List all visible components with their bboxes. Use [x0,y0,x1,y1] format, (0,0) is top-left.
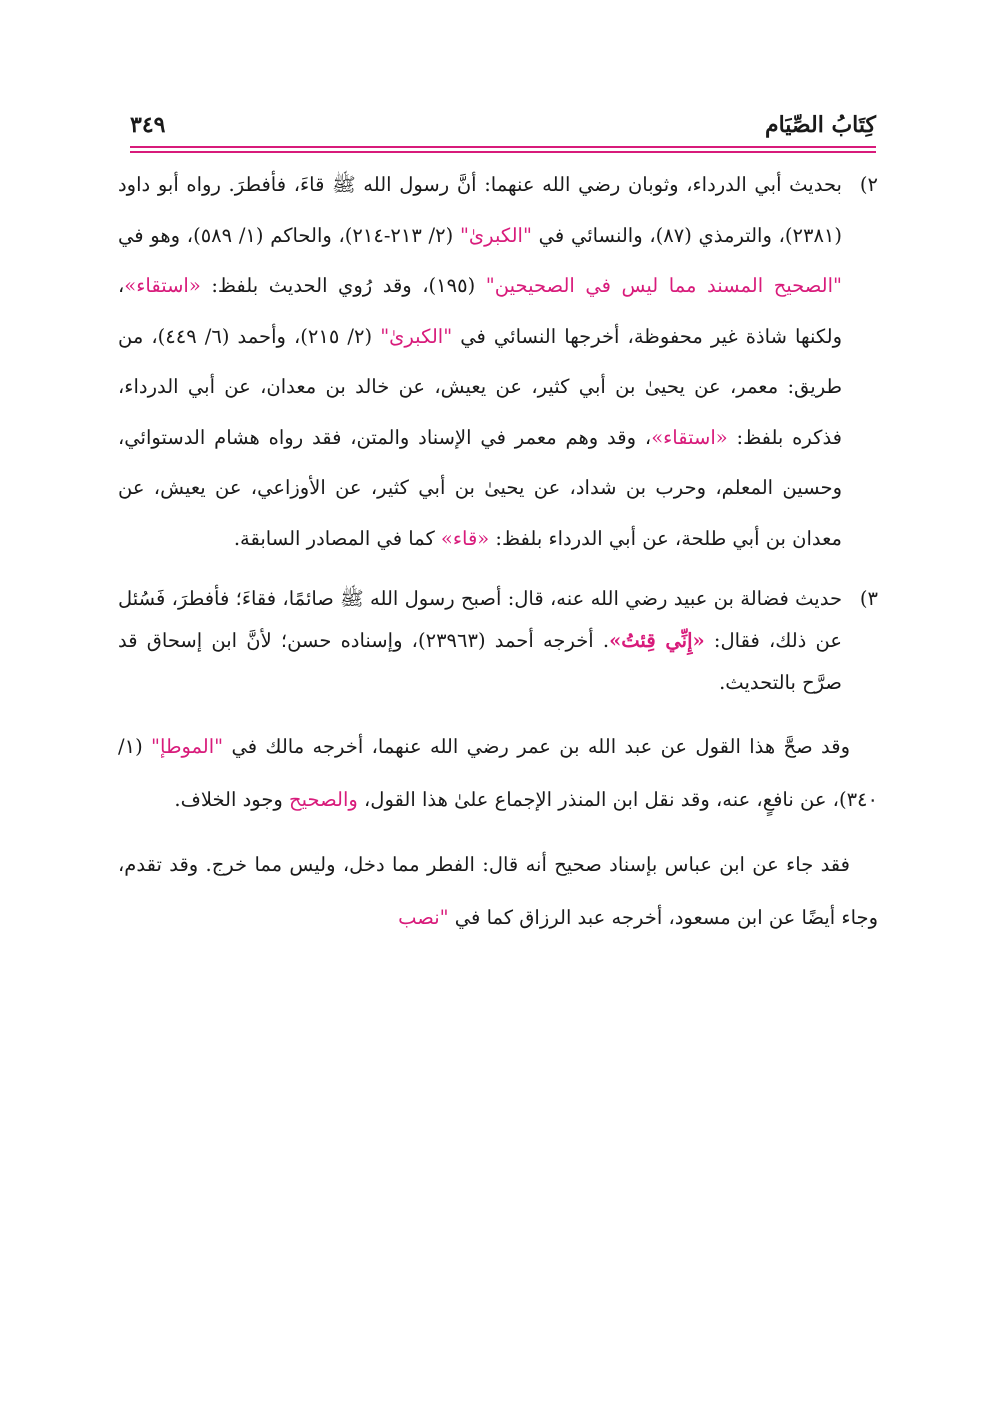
book-title: "الكبرىٰ" [459,223,532,247]
page-number: ٣٤٩ [130,112,166,138]
book-title: "الكبرىٰ" [380,324,453,348]
running-header [130,112,876,146]
footnote-3 [118,578,878,704]
paragraph-ibn-abbas [118,838,878,944]
footnote-text: بحديث أبي الدرداء، وثوبان رضي الله عنهما: أنَّ رسول الله ﷺ قاءَ، فأفطرَ. رواه أبو داود (٢٣٨١)، والترمذي (٨٧)، والنسائي في [118,173,843,247]
footnote-text: ، وقد وهم معمر في الإسناد والمتن، فقد رواه هشام الدستوائي، وحسين المعلم، وحرب بن شداد، عن يحيىٰ بن أبي كثير، عن الأوزاعي، عن يعيش، عن معدان بن أبي طلحة، عن أبي الدرداء بلفظ: [118,425,842,550]
footnote-text: ، ولكنها شاذة غير محفوظة، أخرجها النسائي في [118,274,842,348]
chapter-title: كِتَابُ الصِّيَام [764,112,876,138]
book-title: "الصحيح المسند مما ليس في الصحيحين" [485,274,842,297]
paragraph-text: وقد صحَّ هذا القول عن عبد الله بن عمر رضي الله عنهما، أخرجه مالك في [223,735,851,758]
paragraph-text: وجود الخلاف. [174,788,290,811]
highlighted-term: والصحيح [289,788,358,811]
footnote-text: حديث فضالة بن عبيد رضي الله عنه، قال: أصبح رسول الله ﷺ صائمًا، فقاءَ؛ فأفطرَ، فَسُئل عن ذلك، فقال: [118,587,843,652]
paragraph-ibn-umar [118,720,878,826]
footnote-text: (١٩٥)، وقد رُوي الحديث بلفظ: [200,274,486,297]
footnote-2 [118,160,878,564]
footnote-text: (٢/ ٢١٣-٢١٤)، والحاكم (١/ ٥٨٩)، وهو في [118,223,460,247]
quoted-word: «استقاء» [124,274,201,297]
paragraph-text: فقد جاء عن ابن عباس بإسناد صحيح أنه قال: الفطر مما دخل، وليس مما خرج. وقد تقدم، وجاء أيضًا عن ابن مسعود، أخرجه عبد الرزاق كما في [118,853,878,929]
book-title: "الموطإ" [151,735,224,758]
footnote-text: كما في المصادر السابقة. [233,526,441,550]
header-rule-bottom [130,151,876,153]
paragraph-text: (١/ ٣٤٠)، عن نافعٍ، عنه، وقد نقل ابن المنذر الإجماع علىٰ هذا القول، [118,735,878,811]
footnote-number: ٢) [859,173,878,196]
header-rule-top [130,146,876,148]
footnote-text: . أخرجه أحمد (٢٣٩٦٣)، وإسناده حسن؛ لأنَّ ابن إسحاق قد صرَّح بالتحديث. [118,629,842,694]
quoted-word: «استقاء» [651,425,728,449]
footnote-number: ٣) [859,587,878,610]
footnote-text: (٢/ ٢١٥)، وأحمد (٦/ ٤٤٩)، من طريق: معمر، عن يحيىٰ بن أبي كثير، عن يعيش، عن خالد بن معدان، عن أبي الدرداء، فذكره بلفظ: [118,324,843,449]
book-title: "نصب [398,906,449,929]
quoted-hadith: «إِنِّي قِئتُ» [609,629,705,652]
page-body [118,160,878,944]
quoted-word: «قاء» [440,526,490,550]
